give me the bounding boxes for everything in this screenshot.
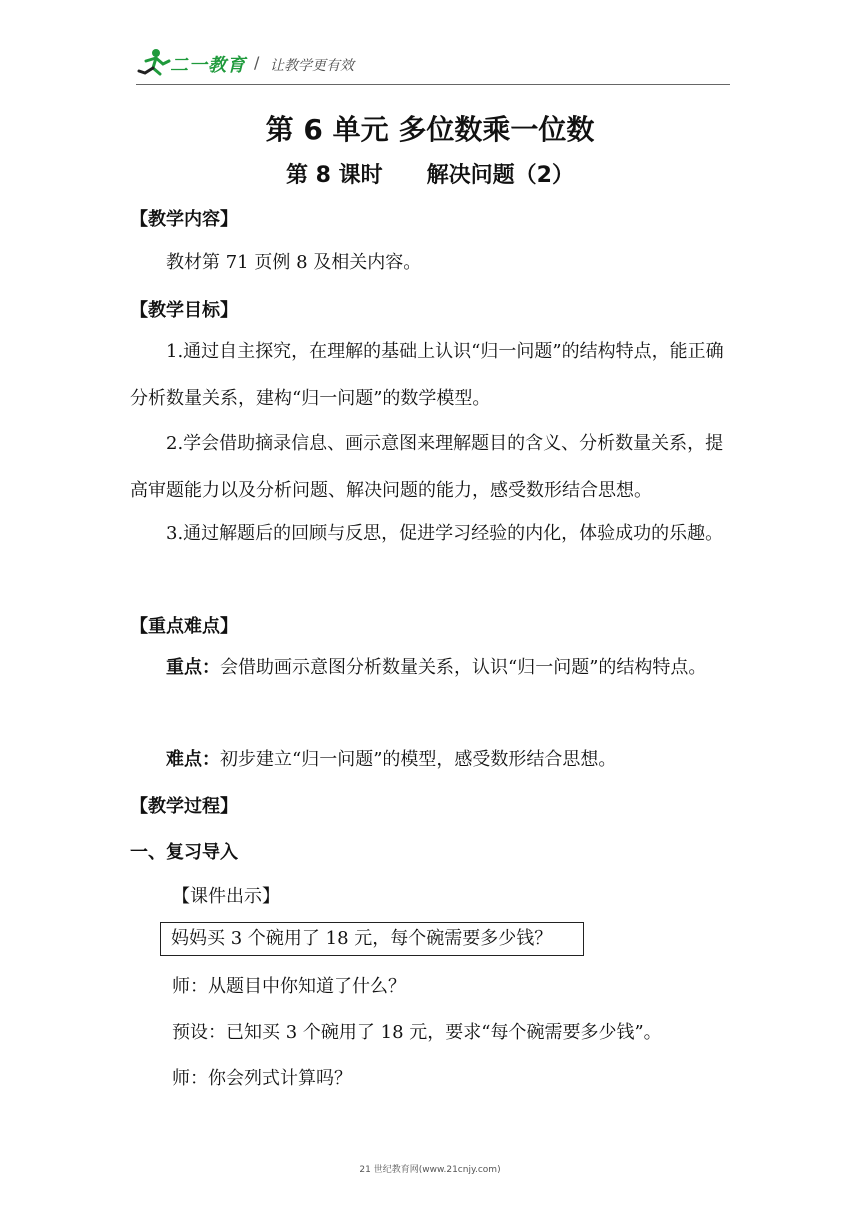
part-heading-review: 一、复习导入	[130, 842, 238, 863]
header-logo	[136, 47, 416, 81]
lesson-number: 第 8 课时	[286, 163, 383, 188]
section-heading-process: 【教学过程】	[130, 796, 238, 817]
courseware-label: 【课件出示】	[172, 886, 280, 907]
preset-answer: 预设：已知买 3 个碗用了 18 元，要求“每个碗需要多少钱”。	[172, 1022, 662, 1043]
goal-item-3: 3.通过解题后的回顾与反思，促进学习经验的内化，体验成功的乐趣。	[166, 523, 724, 544]
lesson-topic: 解决问题（2）	[426, 163, 574, 188]
section-heading-goals: 【教学目标】	[130, 300, 238, 321]
header-divider	[136, 84, 730, 85]
goal-item-1: 1.通过自主探究，在理解的基础上认识“归一问题”的结构特点，能正确分析数量关系，建构“归一问题”的数学模型。	[130, 341, 724, 409]
key-point-text	[130, 644, 730, 691]
question-box: 妈妈买 3 个碗用了 18 元，每个碗需要多少钱？	[160, 922, 584, 956]
header-slogan: 让教学更有效	[270, 58, 354, 74]
section-heading-content: 【教学内容】	[130, 209, 238, 230]
difficult-point-text	[130, 736, 730, 783]
goal-item-2: 2.学会借助摘录信息、画示意图来理解题目的含义、分析数量关系，提高审题能力以及分析问题、解决问题的能力，感受数形结合思想。	[130, 433, 724, 501]
key-point-label: 重点：	[166, 657, 220, 678]
teacher-line-2: 师：你会列式计算吗？	[172, 1068, 352, 1089]
section-heading-key-points: 【重点难点】	[130, 616, 238, 637]
difficult-point-label: 难点：	[166, 749, 220, 770]
page-footer: 21 世纪教育网(www.21cnjy.com)	[359, 1165, 501, 1175]
content-text: 教材第 71 页例 8 及相关内容。	[166, 252, 422, 273]
page-title: 第 6 单元 多位数乘一位数	[265, 113, 595, 146]
key-point-body: 会借助画示意图分析数量关系，认识“归一问题”的结构特点。	[220, 657, 707, 678]
logo-text: 二一教育	[170, 55, 246, 76]
header-separator: /	[254, 53, 260, 72]
page-subtitle	[0, 158, 860, 189]
difficult-point-body: 初步建立“归一问题”的模型，感受数形结合思想。	[220, 749, 617, 770]
teacher-line-1: 师：从题目中你知道了什么？	[172, 976, 406, 997]
